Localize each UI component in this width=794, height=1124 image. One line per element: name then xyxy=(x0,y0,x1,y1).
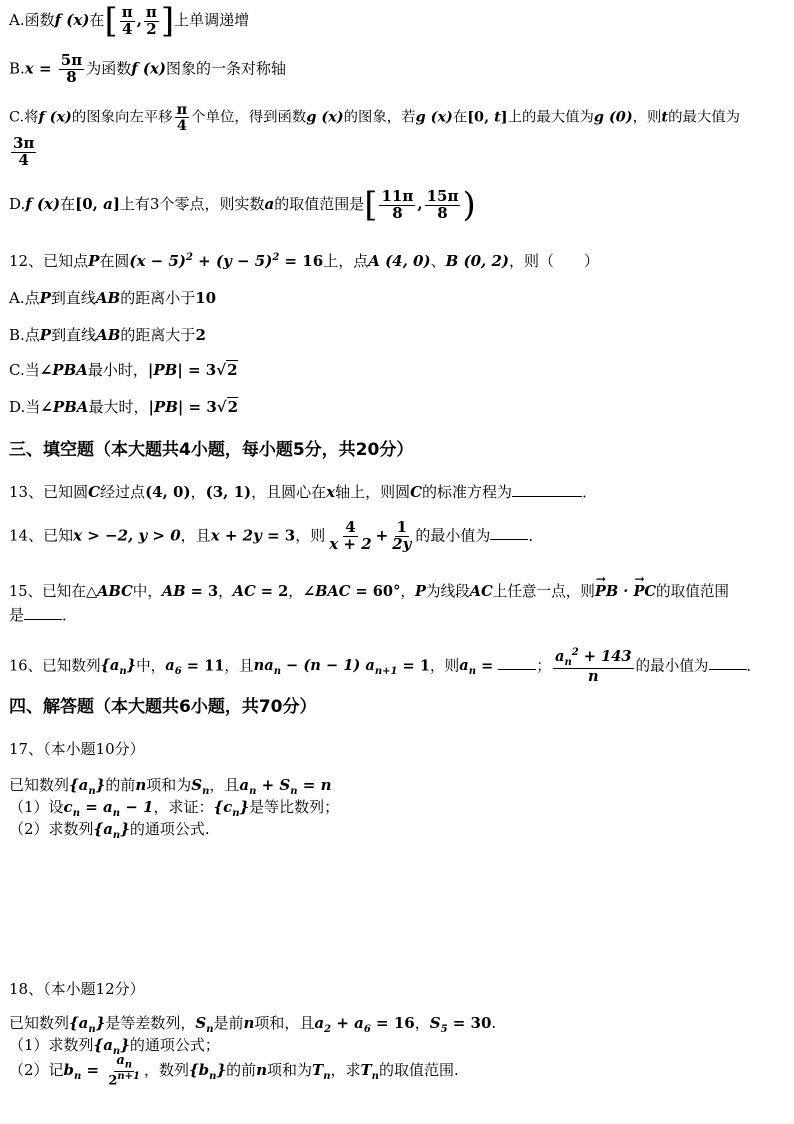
question-15: 15、已知在△ABC中，AB = 3，AC = 2，∠BAC = 60°，P为线段AC上任意一点，则→ PB · → PC的取值范围 xyxy=(9,583,729,601)
option-d-11: D.f (x)在[0, a]上有3个零点，则实数a的取值范围是[ $\frac{11\pi}{8}$ , $\frac{15\pi}{8}$ ) xyxy=(9,185,476,225)
option-c-11: C.将f (x)的图象向左平移 $\frac{\pi}{4}$ 个单位，得到函数g (x)的图象，若g (x)在[0, t]上的最大值为g (0)，则t的最大值为 xyxy=(9,101,741,135)
question-17-part-2: （2）求数列$\{a_n\}$的通项公式. xyxy=(9,820,210,841)
question-18-stem: 已知数列$\{a_n\}$是等差数列，$S_n$是前n项和，且$a_2 + a_6 = 16$，$S_5 = 30$. xyxy=(9,1014,497,1035)
section-3-heading: 三、填空题（本大题共4小题，每小题5分，共20分） xyxy=(9,440,414,460)
question-13: 13、已知圆C经过点(4, 0)，(3, 1)，且圆心在x轴上，则圆C的标准方程为 ． xyxy=(9,483,598,501)
math: f (x) xyxy=(54,11,90,29)
question-15-line2: 是 ． xyxy=(9,606,78,624)
section-4-heading: 四、解答题（本大题共6小题，共70分） xyxy=(9,697,317,717)
question-17-stem: 已知数列$\{a_n\}$的前n项和为$S_n$，且$a_n + S_n = n$ xyxy=(9,776,332,797)
question-14: 14、已知x > −2, y > 0，且x + 2y = 3，则 $\frac{4}{x + 2}$ + $\frac{1}{2y}$ 的最小值为 ． xyxy=(9,518,544,553)
question-17-part-1: （1）设$c_n = a_n - 1$，求证：$\{c_n\}$是等比数列； xyxy=(9,798,340,819)
question-18-part-1: （1）求数列$\{a_n\}$的通项公式； xyxy=(9,1036,220,1057)
answer-blank[interactable] xyxy=(24,607,62,620)
answer-blank[interactable] xyxy=(512,484,582,497)
q12-option-c: C.当∠PBA最小时，|PB| = 3√2 xyxy=(9,361,238,379)
option-b-11: B.x = $\frac{5\pi}{8}$ 为函数f (x)图象的一条对称轴 xyxy=(9,51,287,86)
answer-blank[interactable] xyxy=(709,657,747,670)
question-12: 12、已知点P在圆$(x - 5)^2 + (y - 5)^2 = 16$上，点A (4, 0)、B (0, 2)，则（ ） xyxy=(9,252,600,270)
answer-blank[interactable] xyxy=(490,527,528,540)
question-18-part-2: （2）记$b_n$ = $\frac{a_n}{2^{n+1}}$ ，数列$\{b_n\}$的前n项和为$T_n$，求$T_n$的取值范围. xyxy=(9,1053,459,1089)
option-a-11: A.函数f (x)在[ $\frac{\pi}{4}$ , $\frac{\pi}{2}$ ]上单调递增 xyxy=(9,1,250,41)
q12-option-d: D.当∠PBA最大时，|PB| = 3√2 xyxy=(9,398,239,416)
q12-option-b: B.点P到直线AB的距离大于2 xyxy=(9,326,206,344)
question-18-title: 18、（本小题12分） xyxy=(9,980,145,998)
q12-option-a: A.点P到直线AB的距离小于10 xyxy=(9,289,217,307)
answer-blank[interactable] xyxy=(498,657,536,670)
option-c-11-answer: $\frac{3\pi}{4}$ xyxy=(13,134,35,169)
question-17-title: 17、（本小题10分） xyxy=(9,740,145,758)
question-16: 16、已知数列$\{a_n\}$中，$a_6 = 11$，且$na_n - (n - 1) a_{n+1} = 1$，则$a_n$ = ； $\frac{a_n^2 + 143}{n}$ 的最小值为 ． xyxy=(9,647,762,686)
